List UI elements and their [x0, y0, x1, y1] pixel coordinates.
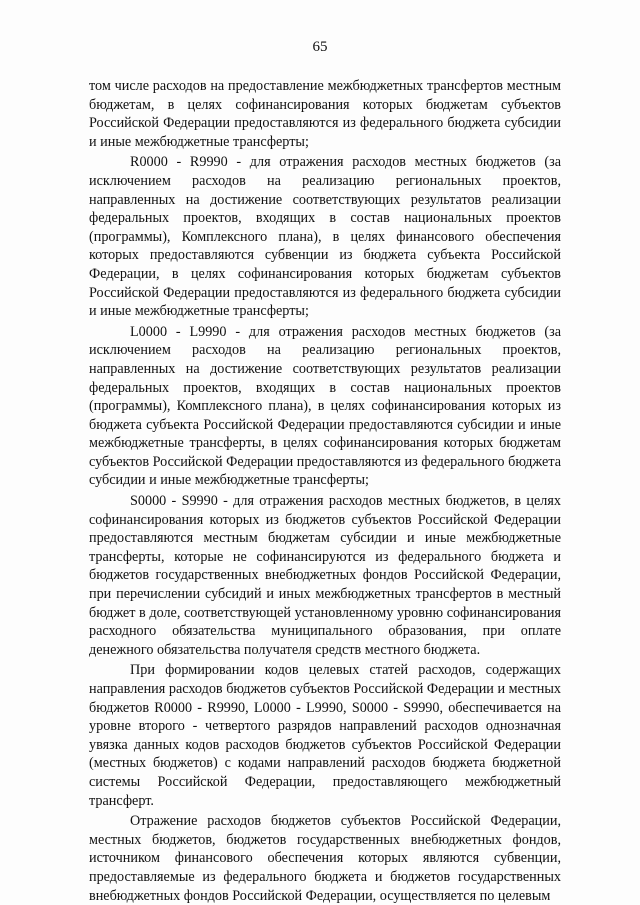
paragraph-continuation: том числе расходов на предоставление межбюджетных трансфертов местным бюджетам, в целях софинансирования которых бюджетам субъектов Российской Федерации предоставляются из федерального бюджета субсидии и иные межбюджетные трансферты; — [89, 78, 561, 150]
paragraph-range-l: L0000 - L9990 - для отражения расходов местных бюджетов (за исключением расходов на реализацию региональных проектов, направленных на достижение соответствующих результатов реализации федеральных проектов, входящих в состав национальных проектов (программы), Комплексного плана), в целях софинансирования которых из бюджета субъекта Российской Федерации предоставляются субсидии и иные межбюджетные трансферты, в целях софинансирования которых бюджетам субъектов Российской Федерации предоставляются из федерального бюджета субсидии и иные межбюджетные трансферты; — [89, 323, 561, 489]
paragraph-range-s: S0000 - S9990 - для отражения расходов местных бюджетов, в целях софинансирования которых из бюджетов субъектов Российской Федерации предоставляются местным бюджетам субсидии и иные межбюджетные трансферты, которые не софинансируются из федерального бюджета и бюджетов государственных внебюджетных фондов Российской Федерации, при перечислении субсидий и иных межбюджетных трансфертов в местный бюджет в доле, соответствующей установленному уровню софинансирования расходного обязательства муниципального образования, при оплате денежного обязательства получателя средств местного бюджета. — [89, 493, 561, 658]
paragraph-range-r: R0000 - R9990 - для отражения расходов местных бюджетов (за исключением расходов на реализацию региональных проектов, направленных на достижение соответствующих результатов реализации федеральных проектов, входящих в состав национальных проектов (программы), Комплексного плана), в целях финансового обеспечения которых предоставляются субвенции из бюджета субъекта Российской Федерации, в целях софинансирования которых бюджетам субъектов Российской Федерации предоставляются из федерального бюджета субсидии и иные межбюджетные трансферты; — [89, 154, 561, 320]
paragraph-reflection: Отражение расходов бюджетов субъектов Российской Федерации, местных бюджетов, бюджетов государственных внебюджетных фондов, источником финансового обеспечения которых являются субвенции, предоставляемые из федерального бюджета и бюджетов государственных внебюджетных фондов Российской Федерации, осуществляется по целевым — [89, 813, 561, 904]
paragraph-formation: При формировании кодов целевых статей расходов, содержащих направления расходов бюджетов субъектов Российской Федерации и местных бюджетов R0000 - R9990, L0000 - L9990, S0000 - S9990, обеспечивается на уровне второго - четвертого разрядов направлений расходов однозначная увязка данных кодов расходов бюджетов субъектов Российской Федерации (местных бюджетов) с кодами направлений расходов бюджета бюджетной системы Российской Федерации, предоставляющего межбюджетный трансферт. — [89, 662, 561, 809]
page-number: 65 — [312, 39, 328, 55]
document-body — [89, 77, 561, 905]
